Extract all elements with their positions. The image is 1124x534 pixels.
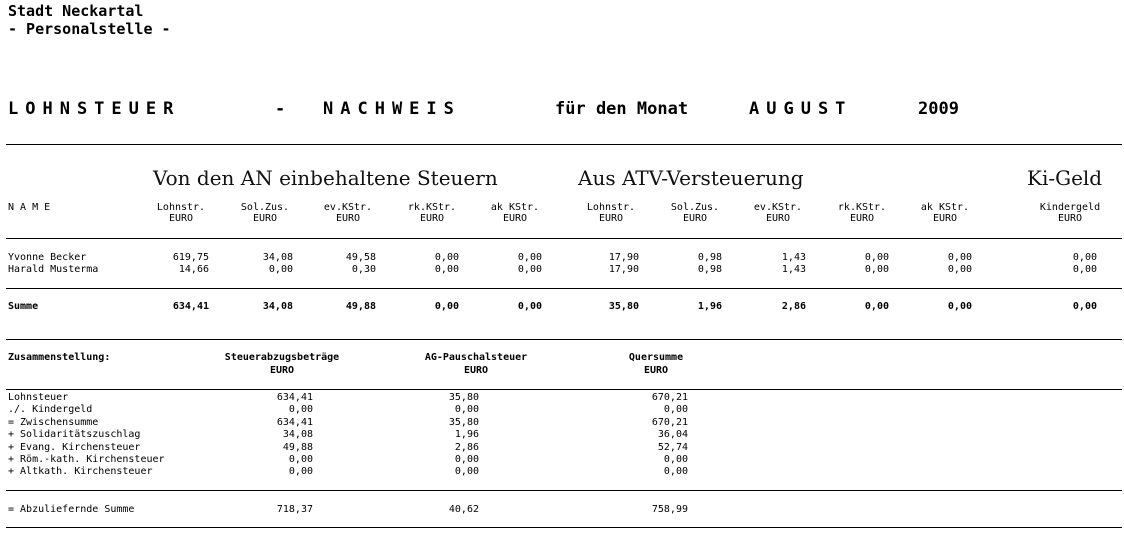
- group-an-heading: Von den AN einbehaltene Steuern: [153, 166, 498, 190]
- title-month: AUGUST: [749, 99, 853, 119]
- divider-header: [6, 238, 1122, 239]
- summary-row-value: 1,96: [454, 429, 479, 441]
- summary-row-value: 36,04: [657, 429, 688, 441]
- organization-name: Stadt Neckartal: [8, 2, 144, 20]
- summary-header-label: AG-Pauschalsteuer: [424, 352, 528, 363]
- column-header-label: Lohnstr.: [586, 202, 636, 213]
- total-label: = Abzuliefernde Summe: [8, 504, 135, 515]
- summary-row-value: 0,00: [288, 454, 313, 465]
- summary-row-value: 0,00: [663, 404, 688, 416]
- divider-top: [6, 144, 1122, 145]
- column-header-unit: EURO: [1057, 213, 1083, 224]
- divider-sum: [6, 339, 1122, 340]
- title-for-month: für den Monat: [555, 99, 689, 119]
- column-header-label: ev.KStr.: [753, 202, 803, 213]
- divider-bottom: [6, 527, 1122, 528]
- employee-value: 0,00: [1072, 264, 1097, 275]
- title-dash: -: [275, 99, 286, 119]
- summary-row-value: 634,41: [276, 392, 313, 403]
- employee-value: 1,43: [781, 264, 806, 275]
- title-word-nachweis: NACHWEIS: [323, 99, 461, 119]
- column-header-label: ak KStr.: [490, 202, 540, 213]
- summary-row-value: 0,00: [454, 466, 479, 478]
- summary-row-value: 0,00: [663, 466, 688, 478]
- column-header-unit: EURO: [682, 213, 708, 224]
- employee-value: 0,00: [517, 264, 542, 275]
- summary-row-value: 34,08: [282, 429, 313, 441]
- column-header-label: Lohnstr.: [156, 202, 206, 213]
- title-year: 2009: [918, 99, 959, 119]
- employee-value: 0,98: [697, 264, 722, 275]
- summary-row-label: Lohnsteuer: [8, 392, 69, 403]
- column-header-label: ev.KStr.: [323, 202, 373, 213]
- summary-row-value: 0,00: [454, 404, 479, 416]
- total-value: 40,62: [448, 504, 479, 515]
- employee-name: Yvonne Becker: [8, 252, 87, 263]
- summary-row-value: 0,00: [288, 466, 313, 478]
- sum-value: 634,41: [172, 301, 209, 312]
- column-header-label: ak KStr.: [920, 202, 970, 213]
- title-word-lohnsteuer: LOHNSTEUER: [8, 99, 181, 119]
- name-column-header: N A M E: [8, 202, 51, 213]
- column-header-label: rk.KStr.: [407, 202, 457, 213]
- summary-header-unit: EURO: [643, 365, 669, 376]
- summary-row-label: ./. Kindergeld: [8, 404, 93, 416]
- summary-header-unit: EURO: [463, 365, 489, 376]
- total-value: 758,99: [651, 504, 688, 515]
- column-header-label: rk.KStr.: [837, 202, 887, 213]
- employee-value: 49,58: [345, 252, 376, 263]
- summary-row-value: 0,00: [288, 404, 313, 416]
- employee-value: 34,08: [262, 252, 293, 263]
- column-header-unit: EURO: [849, 213, 875, 224]
- sum-value: 2,86: [781, 301, 806, 312]
- column-header-label: Sol.Zus.: [240, 202, 290, 213]
- summary-header-unit: EURO: [269, 365, 295, 376]
- divider-summary-rows: [6, 490, 1122, 491]
- employee-value: 0,30: [351, 264, 376, 275]
- group-kigeld-heading: Ki-Geld: [1027, 166, 1103, 190]
- column-header-label: Kindergeld: [1039, 202, 1101, 213]
- sum-value: 0,00: [434, 301, 459, 312]
- employee-value: 0,00: [517, 252, 542, 263]
- sum-value: 0,00: [517, 301, 542, 312]
- department-name: - Personalstelle -: [8, 20, 171, 38]
- summary-row-label: = Zwischensumme: [8, 416, 99, 428]
- employee-value: 0,00: [268, 264, 293, 275]
- column-header-unit: EURO: [765, 213, 791, 224]
- group-atv-heading: Aus ATV-Versteuerung: [578, 166, 804, 190]
- employee-value: 0,00: [434, 264, 459, 275]
- sum-value: 49,88: [345, 301, 376, 312]
- summary-row-value: 670,21: [651, 416, 688, 428]
- summary-row-label: + Röm.-kath. Kirchensteuer: [8, 454, 165, 465]
- sum-value: 0,00: [1072, 301, 1097, 312]
- summary-row-value: 0,00: [663, 454, 688, 465]
- employee-value: 14,66: [178, 264, 209, 275]
- sum-label: Summe: [8, 301, 39, 312]
- employee-value: 0,00: [864, 264, 889, 275]
- summary-row-value: 0,00: [454, 454, 479, 465]
- sum-value: 0,00: [947, 301, 972, 312]
- total-value: 718,37: [276, 504, 313, 515]
- employee-value: 17,90: [608, 264, 639, 275]
- summary-row-value: 52,74: [657, 441, 688, 453]
- summary-row-label: + Altkath. Kirchensteuer: [8, 466, 153, 478]
- employee-value: 619,75: [172, 252, 209, 263]
- employee-value: 0,00: [1072, 252, 1097, 263]
- summary-row-label: + Solidaritätszuschlag: [8, 429, 141, 441]
- employee-value: 17,90: [608, 252, 639, 263]
- column-header-unit: EURO: [335, 213, 361, 224]
- sum-value: 34,08: [262, 301, 293, 312]
- summary-row-label: + Evang. Kirchensteuer: [8, 441, 141, 453]
- sum-value: 35,80: [608, 301, 639, 312]
- summary-row-value: 35,80: [448, 392, 479, 403]
- summary-row-value: 670,21: [651, 392, 688, 403]
- column-header-unit: EURO: [932, 213, 958, 224]
- employee-value: 0,00: [864, 252, 889, 263]
- column-header-unit: EURO: [168, 213, 194, 224]
- employee-value: 0,00: [947, 264, 972, 275]
- summary-row-value: 35,80: [448, 416, 479, 428]
- column-header-unit: EURO: [252, 213, 278, 224]
- column-header-label: Sol.Zus.: [670, 202, 720, 213]
- summary-row-value: 49,88: [282, 441, 313, 453]
- column-header-unit: EURO: [419, 213, 445, 224]
- summary-label: Zusammenstellung:: [8, 352, 111, 363]
- summary-row-value: 2,86: [454, 441, 479, 453]
- sum-value: 0,00: [864, 301, 889, 312]
- summary-row-value: 634,41: [276, 416, 313, 428]
- employee-value: 1,43: [781, 252, 806, 263]
- divider-rows: [6, 288, 1122, 289]
- column-header-unit: EURO: [598, 213, 624, 224]
- sum-value: 1,96: [697, 301, 722, 312]
- divider-summary-header: [6, 389, 1122, 390]
- column-header-unit: EURO: [502, 213, 528, 224]
- employee-name: Harald Musterma: [8, 264, 99, 275]
- employee-value: 0,00: [434, 252, 459, 263]
- summary-header-label: Quersumme: [628, 352, 684, 363]
- employee-value: 0,00: [947, 252, 972, 263]
- employee-value: 0,98: [697, 252, 722, 263]
- summary-header-label: Steuerabzugsbeträge: [224, 352, 340, 363]
